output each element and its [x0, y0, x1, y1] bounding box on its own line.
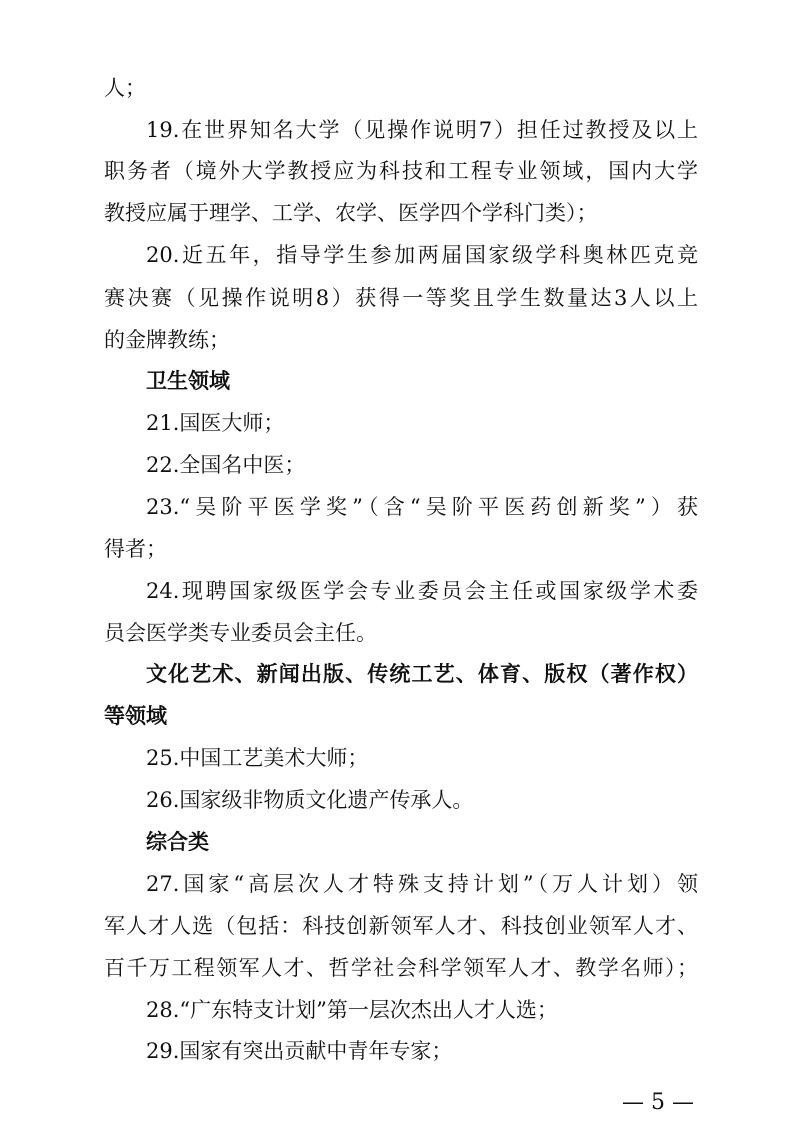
- list-item: 29.国家有突出贡献中青年专家；: [146, 1039, 453, 1063]
- text-line: 的金牌教练；: [104, 328, 230, 352]
- text-line: 员会医学类专业委员会主任。: [104, 621, 377, 645]
- list-item: 23.“吴阶平医学奖”（含“吴阶平医药创新奖”）获: [146, 495, 698, 519]
- section-heading-health: 卫生领域: [146, 369, 230, 393]
- text-line: 教授应属于理学、工学、农学、医学四个学科门类）；: [104, 201, 598, 225]
- list-item: 24.现聘国家级医学会专业委员会主任或国家级学术委: [146, 579, 698, 603]
- text-line: 19.在世界知名大学（见操作说明7）担任过教授及以上: [146, 118, 698, 142]
- text-line: 职务者（境外大学教授应为科技和工程专业领域，国内大学: [104, 159, 698, 183]
- list-item: 21.国医大师；: [146, 411, 285, 435]
- text-line: 人；: [104, 76, 146, 100]
- list-item: 25.中国工艺美术大师；: [146, 746, 369, 770]
- list-item: 27.国家“高层次人才特殊支持计划”（万人计划）领: [146, 872, 698, 896]
- list-item: 26.国家级非物质文化遗产传承人。: [146, 788, 474, 812]
- text-line: 得者；: [104, 537, 167, 561]
- section-heading-culture: 文化艺术、新闻出版、传统工艺、体育、版权（著作权）: [146, 662, 698, 686]
- list-item: 28.“广东特支计划”第一层次杰出人才人选；: [146, 998, 558, 1022]
- section-heading-general: 综合类: [146, 830, 209, 854]
- section-heading-culture-cont: 等领域: [104, 704, 167, 728]
- text-line: 百千万工程领军人才、哲学社会科学领军人才、教学名师）；: [104, 956, 698, 980]
- text-line: 赛决赛（见操作说明8）获得一等奖且学生数量达3人以上: [104, 286, 698, 310]
- text-line: 20.近五年，指导学生参加两届国家级学科奥林匹克竞: [146, 243, 698, 267]
- list-item: 22.全国名中医；: [146, 453, 306, 477]
- page-number: — 5 —: [622, 1090, 694, 1115]
- text-line: 军人才人选（包括：科技创新领军人才、科技创业领军人才、: [104, 914, 698, 938]
